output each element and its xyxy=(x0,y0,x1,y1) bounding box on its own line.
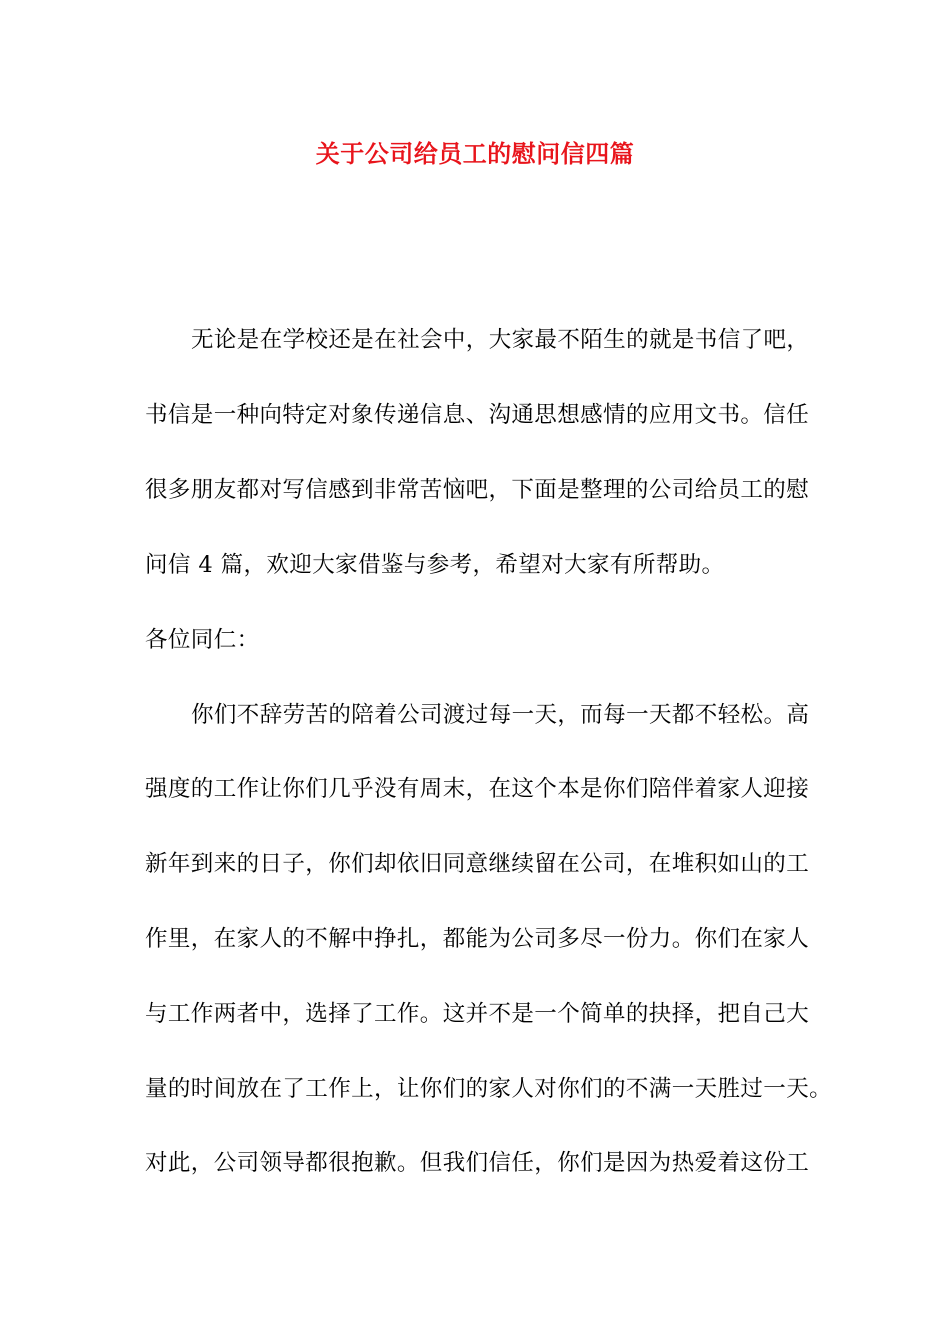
paragraph-line: 很多朋友都对写信感到非常苦恼吧，下面是整理的公司给员工的慰 xyxy=(145,477,810,503)
paragraph-line: 对此，公司领导都很抱歉。但我们信任，你们是因为热爱着这份工 xyxy=(145,1150,810,1176)
paragraph-line: 强度的工作让你们几乎没有周末，在这个本是你们陪伴着家人迎接 xyxy=(145,776,810,802)
paragraph-line: 量的时间放在了工作上，让你们的家人对你们的不满一天胜过一天。 xyxy=(145,1076,833,1102)
paragraph-line: 无论是在学校还是在社会中，大家最不陌生的就是书信了吧， xyxy=(191,327,810,353)
paragraph-line: 书信是一种向特定对象传递信息、沟通思想感情的应用文书。信任 xyxy=(145,402,810,428)
salutation: 各位同仁： xyxy=(145,627,260,653)
paragraph-line: 你们不辞劳苦的陪着公司渡过每一天，而每一天都不轻松。高 xyxy=(191,702,810,728)
document-title: 关于公司给员工的慰问信四篇 xyxy=(315,140,635,168)
paragraph-line: 作里，在家人的不解中挣扎，都能为公司多尽一份力。你们在家人 xyxy=(145,926,810,952)
paragraph-line: 与工作两者中，选择了工作。这并不是一个简单的抉择，把自己大 xyxy=(145,1001,810,1027)
paragraph-line: 问信 4 篇，欢迎大家借鉴与参考，希望对大家有所帮助。 xyxy=(145,552,725,578)
paragraph-line: 新年到来的日子，你们却依旧同意继续留在公司，在堆积如山的工 xyxy=(145,851,810,877)
